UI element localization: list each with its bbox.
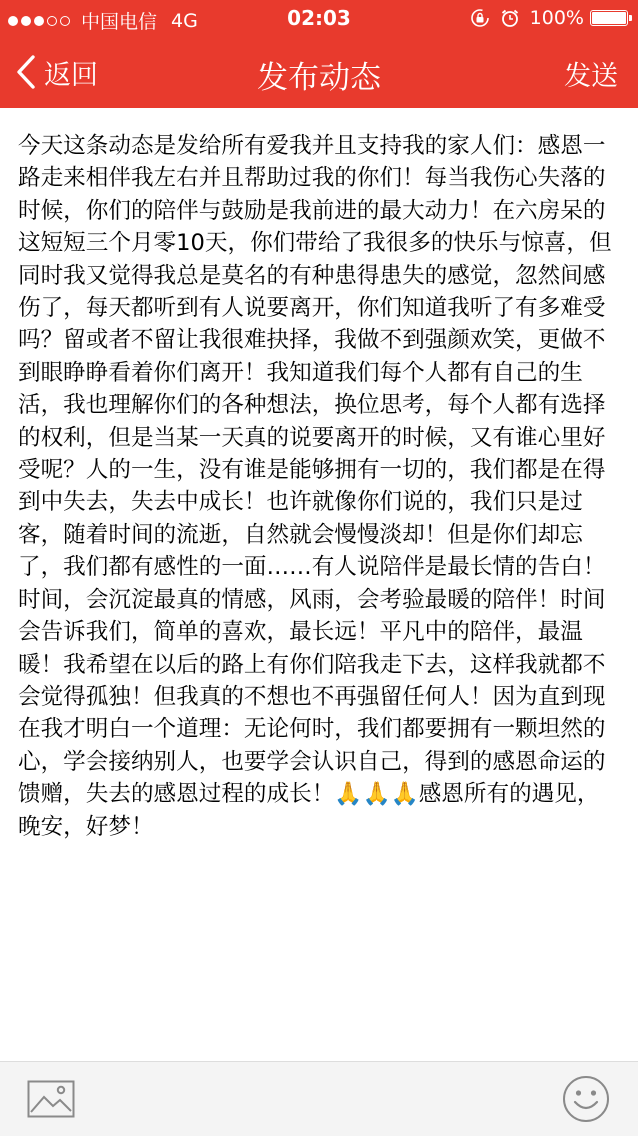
- battery-percentage: 100%: [529, 7, 584, 29]
- post-text-area[interactable]: 今天这条动态是发给所有爱我并且支持我的家人们：感恩一路走来相伴我左右并且帮助过我的你们！每当我伤心失落的时候，你们的陪伴与鼓励是我前进的最大动力！在六房呆的这短短三个月零10天，你们带给了我很多的快乐与惊喜，但同时我又觉得我总是莫名的有种患得患失的感觉，忽然间感伤了，每天都听到有人说要离开，你们知道我听了有多难受吗？留或者不留让我很难抉择，我做不到强颜欢笑，更做不到眼睁睁看着你们离开！我知道我们每个人都有自己的生活，我也理解你们的各种想法，换位思考，每个人都有选择的权利，但是当某一天真的说要离开的时候，又有谁心里好受呢？人的一生，没有谁是能够拥有一切的，我们都是在得到中失去，失去中成长！也许就像你们说的，我们只是过客，随着时间的流逝，自然就会慢慢淡却！但是你们却忘了，我们都有感性的一面……有人说陪伴是最长情的告白！时间，会沉淀最真的情感，风雨，会考验最暖的陪伴！时间会告诉我们，简单的喜欢，最长远！平凡中的陪伴，最温暖！我希望在以后的路上有你们陪我走下去，这样我就都不会觉得孤独！但我真的不想也不再强留任何人！因为直到现在我才明白一个道理：无论何时，我们都要拥有一颗坦然的心，学会接纳别人，也要学会认识自己，得到的感恩命运的馈赠，失去的感恩过程的成长！🙏🙏🙏感恩所有的遇见，晚安，好梦！: [18, 133, 612, 840]
- page-title: 发布动态: [257, 60, 381, 96]
- chevron-left-icon: [14, 54, 38, 90]
- header: [0, 0, 638, 108]
- send-button[interactable]: 发送: [564, 61, 618, 92]
- status-right: [470, 7, 628, 29]
- orientation-lock-icon: [470, 8, 490, 28]
- battery-charging-icon: [590, 10, 628, 26]
- smiley-icon[interactable]: [562, 1075, 610, 1123]
- status-time: 02:03: [287, 6, 351, 30]
- network-type: 4G: [171, 9, 198, 32]
- navigation-bar: [0, 36, 638, 108]
- back-label: 返回: [44, 59, 98, 91]
- compose-toolbar: [0, 1061, 638, 1136]
- carrier-name: 中国电信: [81, 11, 158, 33]
- back-button[interactable]: [14, 50, 98, 94]
- alarm-icon: [500, 8, 520, 28]
- status-bar: [0, 0, 638, 36]
- image-icon[interactable]: [27, 1080, 75, 1118]
